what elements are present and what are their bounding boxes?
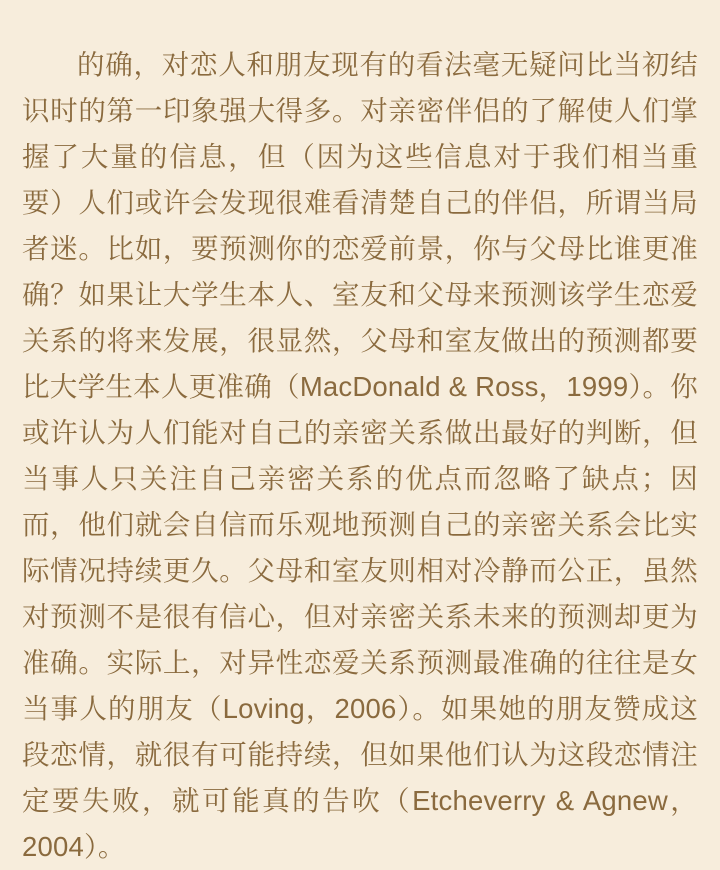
body-paragraph: 的确，对恋人和朋友现有的看法毫无疑问比当初结识时的第一印象强大得多。对亲密伴侣的了解使人们掌握了大量的信息，但（因为这些信息对于我们相当重要）人们或许会发现很难看清楚自己的伴侣，所谓当局者迷。比如，要预测你的恋爱前景，你与父母比谁更准确？如果让大学生本人、室友和父母来预测该学生恋爱关系的将来发展，很显然，父母和室友做出的预测都要比大学生本人更准确（MacDonald & Ross，1999）。你或许认为人们能对自己的亲密关系做出最好的判断，但当事人只关注自己亲密关系的优点而忽略了缺点；因而，他们就会自信而乐观地预测自己的亲密关系会比实际情况持续更久。父母和室友则相对冷静而公正，虽然对预测不是很有信心，但对亲密关系未来的预测却更为准确。实际上，对异性恋爱关系预测最准确的往往是女当事人的朋友（Loving，2006）。如果她的朋友赞成这段恋情，就很有可能持续，但如果他们认为这段恋情注定要失败，就可能真的告吹（Etcheverry & Agnew，2004）。 [22, 48, 698, 862]
